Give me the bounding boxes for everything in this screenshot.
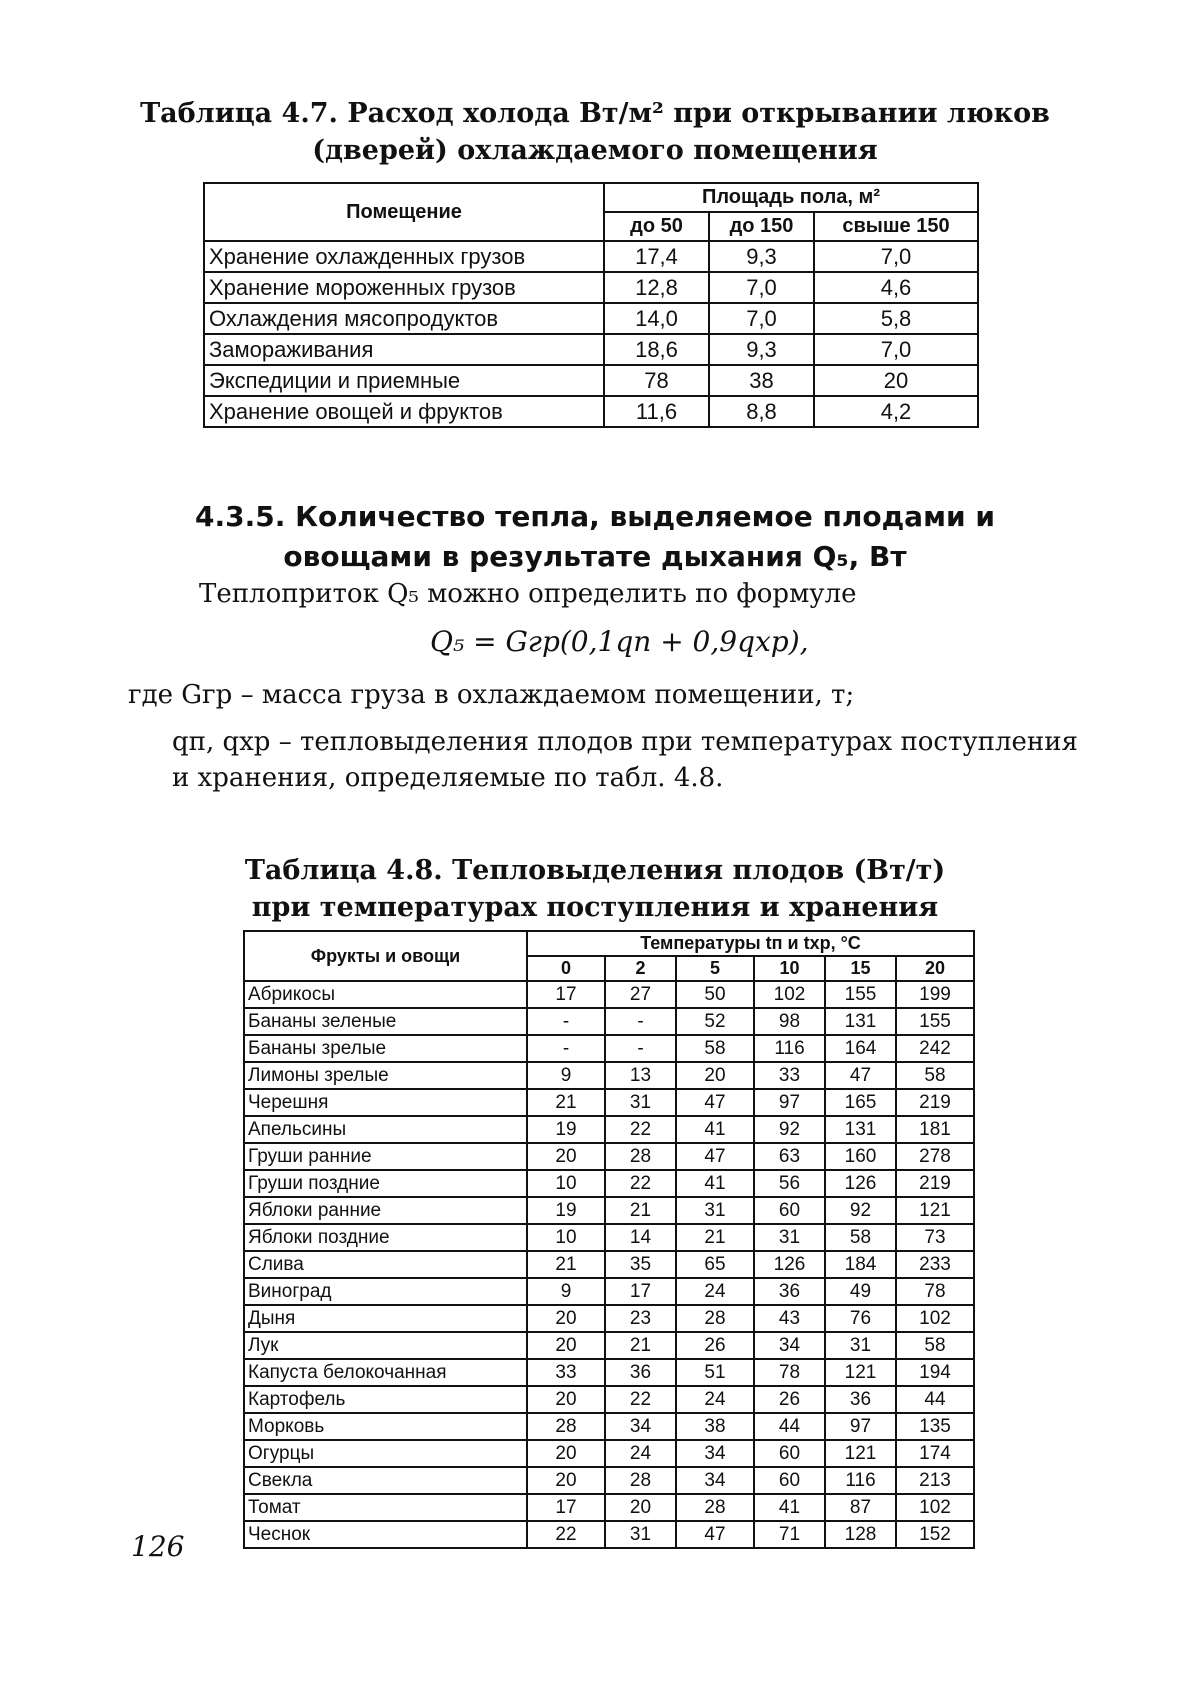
table-4-8-cell: 20 (527, 1386, 605, 1413)
table-4-8-cell: 49 (825, 1278, 896, 1305)
table-4-8-row-name: Яблоки поздние (244, 1224, 527, 1251)
table-4-8-cell: 36 (825, 1386, 896, 1413)
table-4-8-cell: 131 (825, 1116, 896, 1143)
table-4-8-cell: 52 (676, 1008, 754, 1035)
table-4-8-cell: 31 (605, 1521, 676, 1548)
table-4-7-cell: 7,0 (814, 334, 978, 365)
table-4-8-cell: 121 (825, 1440, 896, 1467)
table-4-8-cell: 181 (896, 1116, 974, 1143)
table-4-8-cell: 10 (527, 1170, 605, 1197)
table-4-7-row-name: Хранение охлажденных грузов (204, 241, 604, 272)
table-4-8-row (244, 1305, 974, 1332)
table-4-8-cell: - (605, 1035, 676, 1062)
table-4-8-cell: 9 (527, 1062, 605, 1089)
table-4-8-cell: 126 (825, 1170, 896, 1197)
page-number: 126 (131, 1530, 185, 1563)
table-4-8-cell: 20 (605, 1494, 676, 1521)
table-4-8-cell: 58 (896, 1062, 974, 1089)
table-4-8-cell: 28 (605, 1143, 676, 1170)
table-4-8-cell: 22 (605, 1170, 676, 1197)
table-4-8-row (244, 1089, 974, 1116)
table-4-8-cell: 24 (676, 1278, 754, 1305)
table-4-8-cell: 41 (676, 1170, 754, 1197)
where-line: где Gгр – масса груза в охлаждаемом помещении, т; (128, 680, 855, 710)
table-4-8-cell: 165 (825, 1089, 896, 1116)
table-4-8-cell: 65 (676, 1251, 754, 1278)
table-4-8-cell: 233 (896, 1251, 974, 1278)
table-4-8-row (244, 1413, 974, 1440)
table-4-7-caption (0, 95, 1190, 169)
table-4-8-row-name: Капуста белокочанная (244, 1359, 527, 1386)
table-4-8-cell: 121 (825, 1359, 896, 1386)
table-4-8-cell: 47 (676, 1143, 754, 1170)
table-4-8-cell: 21 (676, 1224, 754, 1251)
table-4-8-cell: 36 (754, 1278, 825, 1305)
table-4-8-cell: 121 (896, 1197, 974, 1224)
table-4-8-cell: 38 (676, 1413, 754, 1440)
table-4-8-cell: 19 (527, 1197, 605, 1224)
table-4-8-header-temp: Температуры tп и tхр, °С (527, 931, 974, 956)
table-4-7-cell: 9,3 (709, 334, 814, 365)
table-4-7-cell: 5,8 (814, 303, 978, 334)
table-4-8-row-name: Лимоны зрелые (244, 1062, 527, 1089)
table-4-8-row (244, 1521, 974, 1548)
table-4-7-header-room: Помещение (204, 183, 604, 241)
table-4-8-cell: 58 (896, 1332, 974, 1359)
table-4-8-cell: 31 (676, 1197, 754, 1224)
table-4-8-cell: 278 (896, 1143, 974, 1170)
table-4-8-cell: 58 (825, 1224, 896, 1251)
table-4-7-row (204, 272, 978, 303)
table-4-8-row (244, 1386, 974, 1413)
table-4-8-cell: 44 (896, 1386, 974, 1413)
table-4-8-cell: 58 (676, 1035, 754, 1062)
table-4-8-cell: 17 (527, 981, 605, 1008)
table-4-8-cell: 22 (527, 1521, 605, 1548)
section-title-line2: овощами в результате дыхания Q₅, Вт (283, 540, 907, 573)
table-4-8-cell: 102 (754, 981, 825, 1008)
table-4-8-cell: 47 (825, 1062, 896, 1089)
table-4-8-cell: 51 (676, 1359, 754, 1386)
table-4-8-cell: 135 (896, 1413, 974, 1440)
table-4-8-cell: 19 (527, 1116, 605, 1143)
table-4-8-cell: 97 (825, 1413, 896, 1440)
table-4-8-cell: 31 (825, 1332, 896, 1359)
table-4-8-col-header: 10 (754, 956, 825, 981)
table-4-8-row-name: Груши ранние (244, 1143, 527, 1170)
table-4-8-cell: 60 (754, 1467, 825, 1494)
table-4-8-cell: 43 (754, 1305, 825, 1332)
table-4-8-cell: 33 (754, 1062, 825, 1089)
table-4-8-row-name: Дыня (244, 1305, 527, 1332)
table-4-7-caption-line2: (дверей) охлаждаемого помещения (312, 135, 878, 166)
table-4-8-cell: 116 (754, 1035, 825, 1062)
table-4-8-row-name: Апельсины (244, 1116, 527, 1143)
table-4-7-row-name: Хранение мороженных грузов (204, 272, 604, 303)
table-4-8-cell: 35 (605, 1251, 676, 1278)
table-4-8-col-header: 20 (896, 956, 974, 981)
table-4-8-cell: 41 (754, 1494, 825, 1521)
table-4-8-col-header: 15 (825, 956, 896, 981)
table-4-8-cell: 31 (605, 1089, 676, 1116)
table-4-8-row (244, 1116, 974, 1143)
table-4-8-cell: 128 (825, 1521, 896, 1548)
table-4-8-row (244, 1035, 974, 1062)
table-4-8-cell: 102 (896, 1305, 974, 1332)
table-4-8-cell: 21 (605, 1332, 676, 1359)
table-4-8-cell: 92 (754, 1116, 825, 1143)
table-4-8-row-name: Абрикосы (244, 981, 527, 1008)
table-4-8-cell: 44 (754, 1413, 825, 1440)
table-4-8-cell: 26 (754, 1386, 825, 1413)
table-4-8-row (244, 1008, 974, 1035)
table-4-8-cell: 34 (605, 1413, 676, 1440)
table-4-8-row (244, 1494, 974, 1521)
table-4-8-cell: 13 (605, 1062, 676, 1089)
table-4-8-row-name: Яблоки ранние (244, 1197, 527, 1224)
table-4-8-cell: 34 (754, 1332, 825, 1359)
table-4-8-cell: 126 (754, 1251, 825, 1278)
table-4-7-caption-line1: Таблица 4.7. Расход холода Вт/м² при открывании люков (140, 98, 1050, 129)
table-4-8-cell: 9 (527, 1278, 605, 1305)
table-4-7-row-name: Экспедиции и приемные (204, 365, 604, 396)
table-4-8-row (244, 1278, 974, 1305)
table-4-8-cell: 242 (896, 1035, 974, 1062)
table-4-8-cell: 152 (896, 1521, 974, 1548)
table-4-8-cell: 21 (605, 1197, 676, 1224)
q-definition-line1: qп, qхр – тепловыделения плодов при температурах поступления (172, 727, 1078, 757)
table-4-7-wrapper (203, 182, 979, 428)
table-4-8-cell: 60 (754, 1197, 825, 1224)
table-4-8-cell: 28 (676, 1305, 754, 1332)
table-4-8-caption-line2: при температурах поступления и хранения (251, 892, 939, 923)
table-4-8-cell: - (527, 1035, 605, 1062)
table-4-8-cell: 17 (605, 1278, 676, 1305)
table-4-8-cell: 28 (527, 1413, 605, 1440)
table-4-8-cell: 31 (754, 1224, 825, 1251)
table-4-8-row (244, 1332, 974, 1359)
table-4-7-cell: 8,8 (709, 396, 814, 427)
table-4-8-cell: 22 (605, 1386, 676, 1413)
table-4-8-cell: 73 (896, 1224, 974, 1251)
table-4-8-cell: 78 (896, 1278, 974, 1305)
table-4-8-row-name: Картофель (244, 1386, 527, 1413)
table-4-8-cell: 34 (676, 1467, 754, 1494)
table-4-8-header-item: Фрукты и овощи (244, 931, 527, 981)
table-4-8-row-name: Свекла (244, 1467, 527, 1494)
table-4-8-cell: 20 (676, 1062, 754, 1089)
table-4-8-cell: 24 (605, 1440, 676, 1467)
table-4-8-cell: 184 (825, 1251, 896, 1278)
table-4-8-row (244, 1062, 974, 1089)
table-4-8-cell: 24 (676, 1386, 754, 1413)
table-4-7-cell: 7,0 (709, 303, 814, 334)
table-4-8-cell: 219 (896, 1089, 974, 1116)
table-4-8-cell: 155 (825, 981, 896, 1008)
table-4-8-row (244, 1170, 974, 1197)
table-4-8-cell: 21 (527, 1251, 605, 1278)
table-4-8-cell: - (605, 1008, 676, 1035)
table-4-8-cell: 50 (676, 981, 754, 1008)
table-4-8-cell: 27 (605, 981, 676, 1008)
table-4-8-cell: 20 (527, 1467, 605, 1494)
table-4-8-cell: 56 (754, 1170, 825, 1197)
table-4-8-cell: 17 (527, 1494, 605, 1521)
table-4-8-cell: - (527, 1008, 605, 1035)
table-4-8-cell: 28 (605, 1467, 676, 1494)
table-4-8-row-name: Груши поздние (244, 1170, 527, 1197)
table-4-8-row-name: Морковь (244, 1413, 527, 1440)
table-4-7-cell: 20 (814, 365, 978, 396)
table-4-8-cell: 194 (896, 1359, 974, 1386)
table-4-7-row-name: Замораживания (204, 334, 604, 365)
table-4-8-cell: 20 (527, 1143, 605, 1170)
table-4-8-cell: 28 (676, 1494, 754, 1521)
table-4-8-cell: 160 (825, 1143, 896, 1170)
table-4-8-cell: 33 (527, 1359, 605, 1386)
table-4-8-cell: 34 (676, 1440, 754, 1467)
table-4-8-cell: 164 (825, 1035, 896, 1062)
table-4-8-cell: 47 (676, 1089, 754, 1116)
table-4-7-col-header: до 150 (709, 212, 814, 241)
table-4-8-col-header: 2 (605, 956, 676, 981)
table-4-8-cell: 76 (825, 1305, 896, 1332)
table-4-8-cell: 102 (896, 1494, 974, 1521)
table-4-8-wrapper (243, 930, 975, 1549)
table-4-7-col-header: свыше 150 (814, 212, 978, 241)
table-4-8-cell: 60 (754, 1440, 825, 1467)
table-4-8-row-name: Бананы зрелые (244, 1035, 527, 1062)
table-4-8-row-name: Черешня (244, 1089, 527, 1116)
table-4-7-row (204, 241, 978, 272)
section-intro: Теплоприток Q₅ можно определить по формуле (199, 579, 857, 609)
table-4-7-cell: 14,0 (604, 303, 709, 334)
table-4-8-caption-line1: Таблица 4.8. Тепловыделения плодов (Вт/т) (244, 855, 946, 886)
table-4-8-cell: 63 (754, 1143, 825, 1170)
section-title-line1: 4.3.5. Количество тепла, выделяемое плодами и (195, 500, 995, 533)
table-4-8-row-name: Лук (244, 1332, 527, 1359)
formula: Q₅ = Gгр(0,1qп + 0,9qхр), (430, 625, 809, 658)
table-4-7-cell: 11,6 (604, 396, 709, 427)
table-4-8-cell: 71 (754, 1521, 825, 1548)
table-4-8-row (244, 1224, 974, 1251)
table-4-7-cell: 17,4 (604, 241, 709, 272)
table-4-8-cell: 97 (754, 1089, 825, 1116)
table-4-8 (243, 930, 975, 1549)
table-4-8-cell: 155 (896, 1008, 974, 1035)
table-4-7-col-header: до 50 (604, 212, 709, 241)
table-4-7-row (204, 396, 978, 427)
table-4-7-cell: 38 (709, 365, 814, 396)
table-4-8-row-name: Виноград (244, 1278, 527, 1305)
table-4-8-cell: 20 (527, 1305, 605, 1332)
table-4-8-cell: 21 (527, 1089, 605, 1116)
table-4-8-cell: 87 (825, 1494, 896, 1521)
table-4-8-cell: 47 (676, 1521, 754, 1548)
table-4-7 (203, 182, 979, 428)
table-4-7-cell: 78 (604, 365, 709, 396)
table-4-8-row-name: Чеснок (244, 1521, 527, 1548)
table-4-7-cell: 4,2 (814, 396, 978, 427)
table-4-8-cell: 20 (527, 1332, 605, 1359)
table-4-8-cell: 78 (754, 1359, 825, 1386)
table-4-7-cell: 12,8 (604, 272, 709, 303)
table-4-7-cell: 4,6 (814, 272, 978, 303)
q-definition (172, 724, 1078, 796)
table-4-8-row-name: Томат (244, 1494, 527, 1521)
table-4-8-cell: 98 (754, 1008, 825, 1035)
table-4-8-cell: 213 (896, 1467, 974, 1494)
table-4-8-cell: 23 (605, 1305, 676, 1332)
table-4-8-row (244, 1251, 974, 1278)
q-definition-line2: и хранения, определяемые по табл. 4.8. (172, 763, 724, 793)
table-4-8-row-name: Слива (244, 1251, 527, 1278)
table-4-8-col-header: 5 (676, 956, 754, 981)
table-4-7-row (204, 365, 978, 396)
table-4-8-row (244, 1197, 974, 1224)
table-4-8-cell: 116 (825, 1467, 896, 1494)
table-4-7-header-area: Площадь пола, м² (604, 183, 978, 212)
table-4-8-row (244, 1440, 974, 1467)
table-4-8-cell: 36 (605, 1359, 676, 1386)
section-title (0, 497, 1190, 577)
table-4-8-cell: 20 (527, 1440, 605, 1467)
table-4-7-cell: 7,0 (709, 272, 814, 303)
table-4-8-row (244, 1467, 974, 1494)
table-4-8-cell: 174 (896, 1440, 974, 1467)
table-4-8-row-name: Огурцы (244, 1440, 527, 1467)
table-4-8-row (244, 1359, 974, 1386)
table-4-7-row-name: Хранение овощей и фруктов (204, 396, 604, 427)
table-4-7-cell: 18,6 (604, 334, 709, 365)
table-4-8-cell: 131 (825, 1008, 896, 1035)
table-4-8-cell: 10 (527, 1224, 605, 1251)
table-4-8-cell: 26 (676, 1332, 754, 1359)
table-4-8-cell: 14 (605, 1224, 676, 1251)
table-4-7-row (204, 303, 978, 334)
table-4-8-cell: 41 (676, 1116, 754, 1143)
table-4-7-cell: 7,0 (814, 241, 978, 272)
table-4-8-caption (0, 852, 1190, 926)
table-4-8-cell: 22 (605, 1116, 676, 1143)
table-4-8-cell: 199 (896, 981, 974, 1008)
table-4-7-row (204, 334, 978, 365)
table-4-8-row (244, 981, 974, 1008)
table-4-8-row (244, 1143, 974, 1170)
table-4-8-cell: 219 (896, 1170, 974, 1197)
table-4-7-row-name: Охлаждения мясопродуктов (204, 303, 604, 334)
table-4-8-row-name: Бананы зеленые (244, 1008, 527, 1035)
table-4-8-cell: 92 (825, 1197, 896, 1224)
table-4-7-cell: 9,3 (709, 241, 814, 272)
table-4-8-col-header: 0 (527, 956, 605, 981)
